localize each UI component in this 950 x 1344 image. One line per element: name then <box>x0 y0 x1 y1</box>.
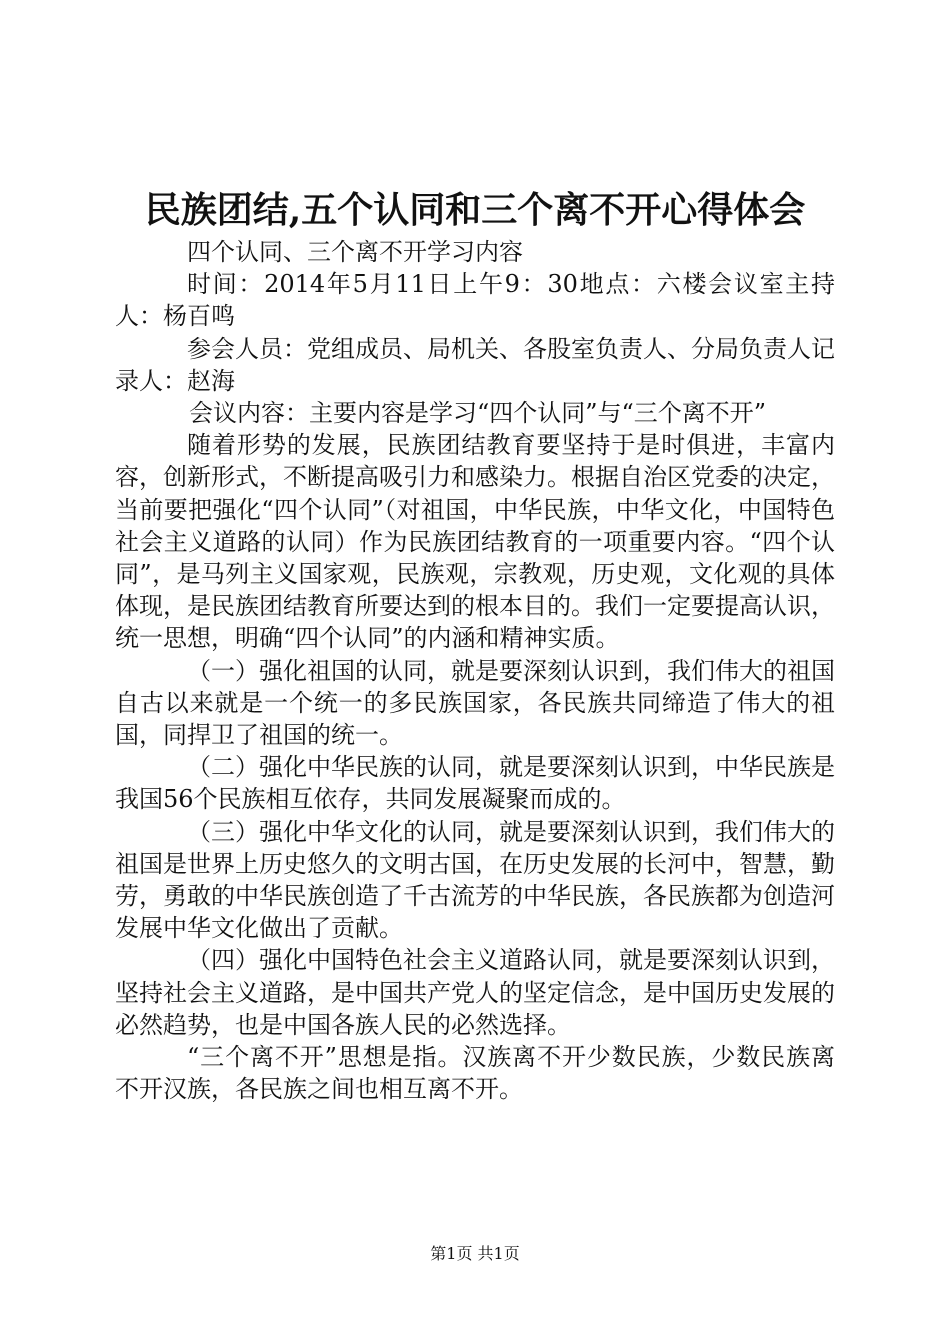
paragraph-point-3: （三）强化中华文化的认同，就是要深刻认识到，我们伟大的祖国是世界上历史悠久的文明古国，在历史发展的长河中，智慧，勤劳，勇敢的中华民族创造了千古流芳的中华民族，各民族都为创造河发展中华文化做出了贡献。 <box>115 817 835 943</box>
document-title: 民族团结,五个认同和三个离不开心得体会 <box>144 189 806 231</box>
page-number-footer: 第1页 共1页 <box>430 1244 520 1263</box>
paragraph-point-2: （二）强化中华民族的认同，就是要深刻认识到，中华民族是我国56个民族相互依存，共同发展凝聚而成的。 <box>115 753 835 814</box>
paragraph-three-inseparables: “三个离不开”思想是指。汉族离不开少数民族，少数民族离不开汉族，各民族之间也相互离不开。 <box>115 1043 835 1104</box>
paragraph-point-1: （一）强化祖国的认同，就是要深刻认识到，我们伟大的祖国自古以来就是一个统一的多民族国家，各民族共同缔造了伟大的祖国，同捍卫了祖国的统一。 <box>115 656 835 750</box>
paragraph-meeting-content: 会议内容：主要内容是学习“四个认同”与“三个离不开” <box>189 399 767 428</box>
paragraph-intro: 随着形势的发展，民族团结教育要坚持于是时俱进，丰富内容，创新形式，不断提高吸引力和感染力。根据自治区党委的决定，当前要把强化“四个认同”（对祖国，中华民族，中华文化，中国特色社会主义道路的认同）作为民族团结教育的一项重要内容。“四个认同”，是马列主义国家观，民族观，宗教观，历史观，文化观的具体体现，是民族团结教育所要达到的根本目的。我们一定要提高认识，统一思想，明确“四个认同”的内涵和精神实质。 <box>115 431 835 653</box>
paragraph-study-topic: 四个认同、三个离不开学习内容 <box>187 238 523 266</box>
paragraph-point-4: （四）强化中国特色社会主义道路认同，就是要深刻认识到，坚持社会主义道路，是中国共产党人的坚定信念，是中国历史发展的必然趋势，也是中国各族人民的必然选择。 <box>115 946 835 1039</box>
paragraph-attendees: 参会人员：党组成员、局机关、各股室负责人、分局负责人记录人：赵海 <box>115 334 835 395</box>
document-body <box>115 236 835 1105</box>
paragraph-meeting-time: 时间：2014年5月11日上午9：30地点：六楼会议室主持人：杨百鸣 <box>115 270 835 331</box>
